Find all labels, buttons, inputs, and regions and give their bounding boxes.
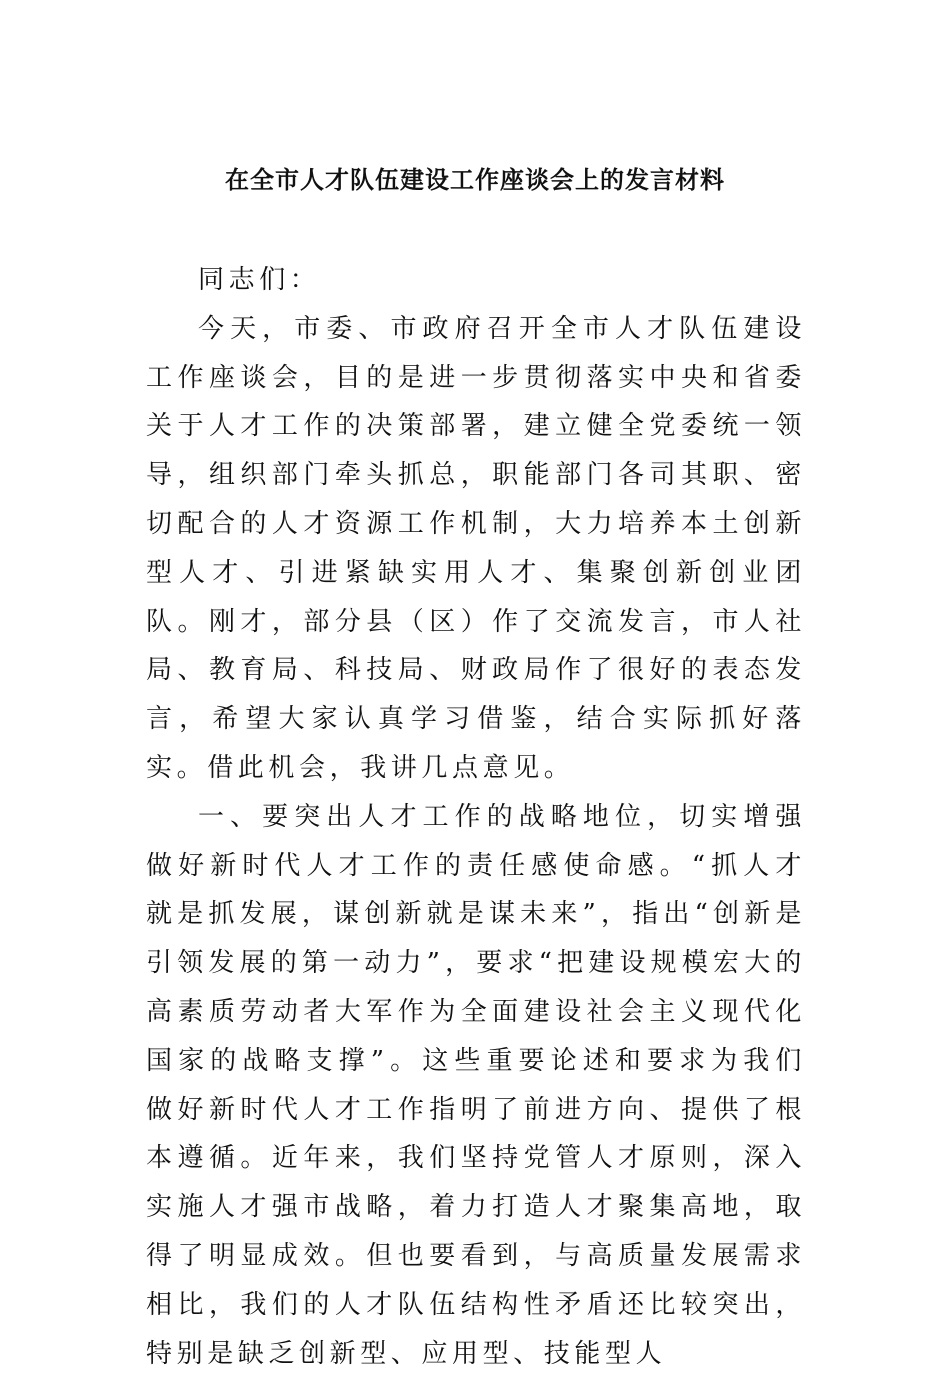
paragraph-section-one: 一、要突出人才工作的战略地位，切实增强做好新时代人才工作的责任感使命感。“抓人才就是抓发展，谋创新就是谋未来”，指出“创新是引领发展的第一动力”，要求“把建设规模宏大的高素质劳动者大军作为全面建设社会主义现代化国家的战略支撑”。这些重要论述和要求为我们做好新时代人才工作指明了前进方向、提供了根本遵循。近年来，我们坚持党管人才原则，深入实施人才强市战略，着力打造人才聚集高地，取得了明显成效。但也要看到，与高质量发展需求相比，我们的人才队伍结构性矛盾还比较突出，特别是缺乏创新型、应用型、技能型人 (146, 801, 806, 1369)
salutation: 同志们： (198, 265, 321, 295)
document-body (146, 256, 806, 1378)
paragraph-intro: 今天，市委、市政府召开全市人才队伍建设工作座谈会，目的是进一步贯彻落实中央和省委关于人才工作的决策部署，建立健全党委统一领导，组织部门牵头抓总，职能部门各司其职、密切配合的人才资源工作机制，大力培养本土创新型人才、引进紧缺实用人才、集聚创新创业团队。刚才，部分县（区）作了交流发言，市人社局、教育局、科技局、财政局作了很好的表态发言，希望大家认真学习借鉴，结合实际抓好落实。借此机会，我讲几点意见。 (146, 313, 806, 783)
document-title: 在全市人才队伍建设工作座谈会上的发言材料 (225, 166, 725, 194)
